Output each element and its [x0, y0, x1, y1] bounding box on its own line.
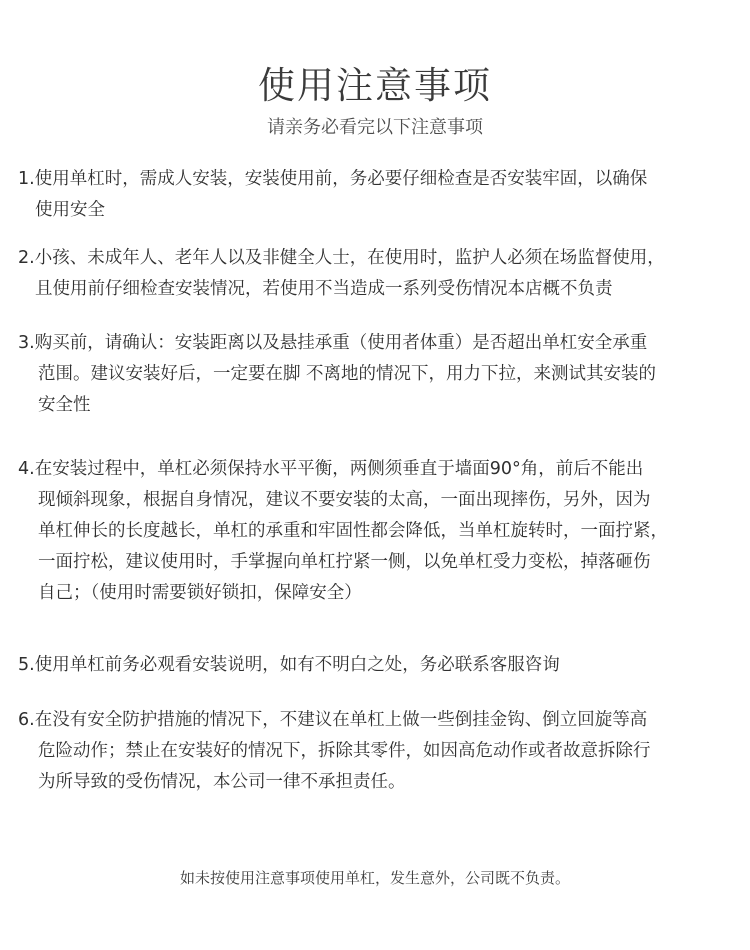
notice-item-4-line-1: 4.在安装过程中，单杠必须保持水平平衡，两侧须垂直于墙面90°角，前后不能出 — [18, 459, 644, 479]
page-subtitle: 请亲务必看完以下注意事项 — [267, 117, 483, 138]
notice-item-2-line-1: 2.小孩、未成年人、老年人以及非健全人士，在使用时，监护人必须在场监督使用， — [18, 248, 665, 268]
notice-item-3-line-1: 3.购买前，请确认：安装距离以及悬挂承重（使用者体重）是否超出单杠安全承重 — [18, 333, 648, 353]
notice-item-2 — [18, 243, 746, 305]
notice-item-5 — [18, 650, 746, 681]
notice-item-1 — [18, 164, 746, 226]
notice-item-5-line-1: 5.使用单杠前务必观看安装说明，如有不明白之处，务必联系客服咨询 — [18, 655, 560, 675]
notice-item-1-line-2: 使用安全 — [35, 200, 105, 220]
notice-item-4-line-4: 一面拧松，建议使用时，手掌握向单杠拧紧一侧，以免单杠受力变松，掉落砸伤 — [38, 552, 651, 572]
notice-item-6-line-3: 为所导致的受伤情况，本公司一律不承担责任。 — [38, 772, 406, 792]
notice-item-3-line-2: 范围。建议安装好后，一定要在脚 不离地的情况下，用力下拉，来测试其安装的 — [38, 364, 657, 384]
notice-item-6 — [18, 705, 746, 798]
notice-item-4-line-3: 单杠伸长的长度越长，单杠的承重和牢固性都会降低，当单杠旋转时，一面拧紧， — [38, 521, 668, 541]
notice-item-6-line-2: 危险动作；禁止在安装好的情况下，拆除其零件，如因高危动作或者故意拆除行 — [38, 741, 651, 761]
notice-item-4-line-5: 自己；（使用时需要锁好锁扣，保障安全） — [38, 583, 362, 603]
notice-item-3 — [18, 328, 746, 421]
notice-item-4-line-2: 现倾斜现象，根据自身情况，建议不要安装的太高，一面出现摔伤，另外，因为 — [38, 490, 651, 510]
page-title: 使用注意事项 — [258, 64, 492, 107]
notice-item-3-line-3: 安全性 — [38, 395, 91, 415]
notice-item-1-line-1: 1.使用单杠时，需成人安装，安装使用前，务必要仔细检查是否安装牢固，以确保 — [18, 169, 648, 189]
footer-disclaimer: 如未按使用注意事项使用单杠，发生意外，公司既不负责。 — [179, 869, 570, 887]
notice-item-6-line-1: 6.在没有安全防护措施的情况下，不建议在单杠上做一些倒挂金钩、倒立回旋等高 — [18, 710, 648, 730]
notice-item-2-line-2: 且使用前仔细检查安装情况，若使用不当造成一系列受伤情况本店概不负责 — [35, 279, 613, 299]
notice-item-4 — [18, 454, 746, 609]
